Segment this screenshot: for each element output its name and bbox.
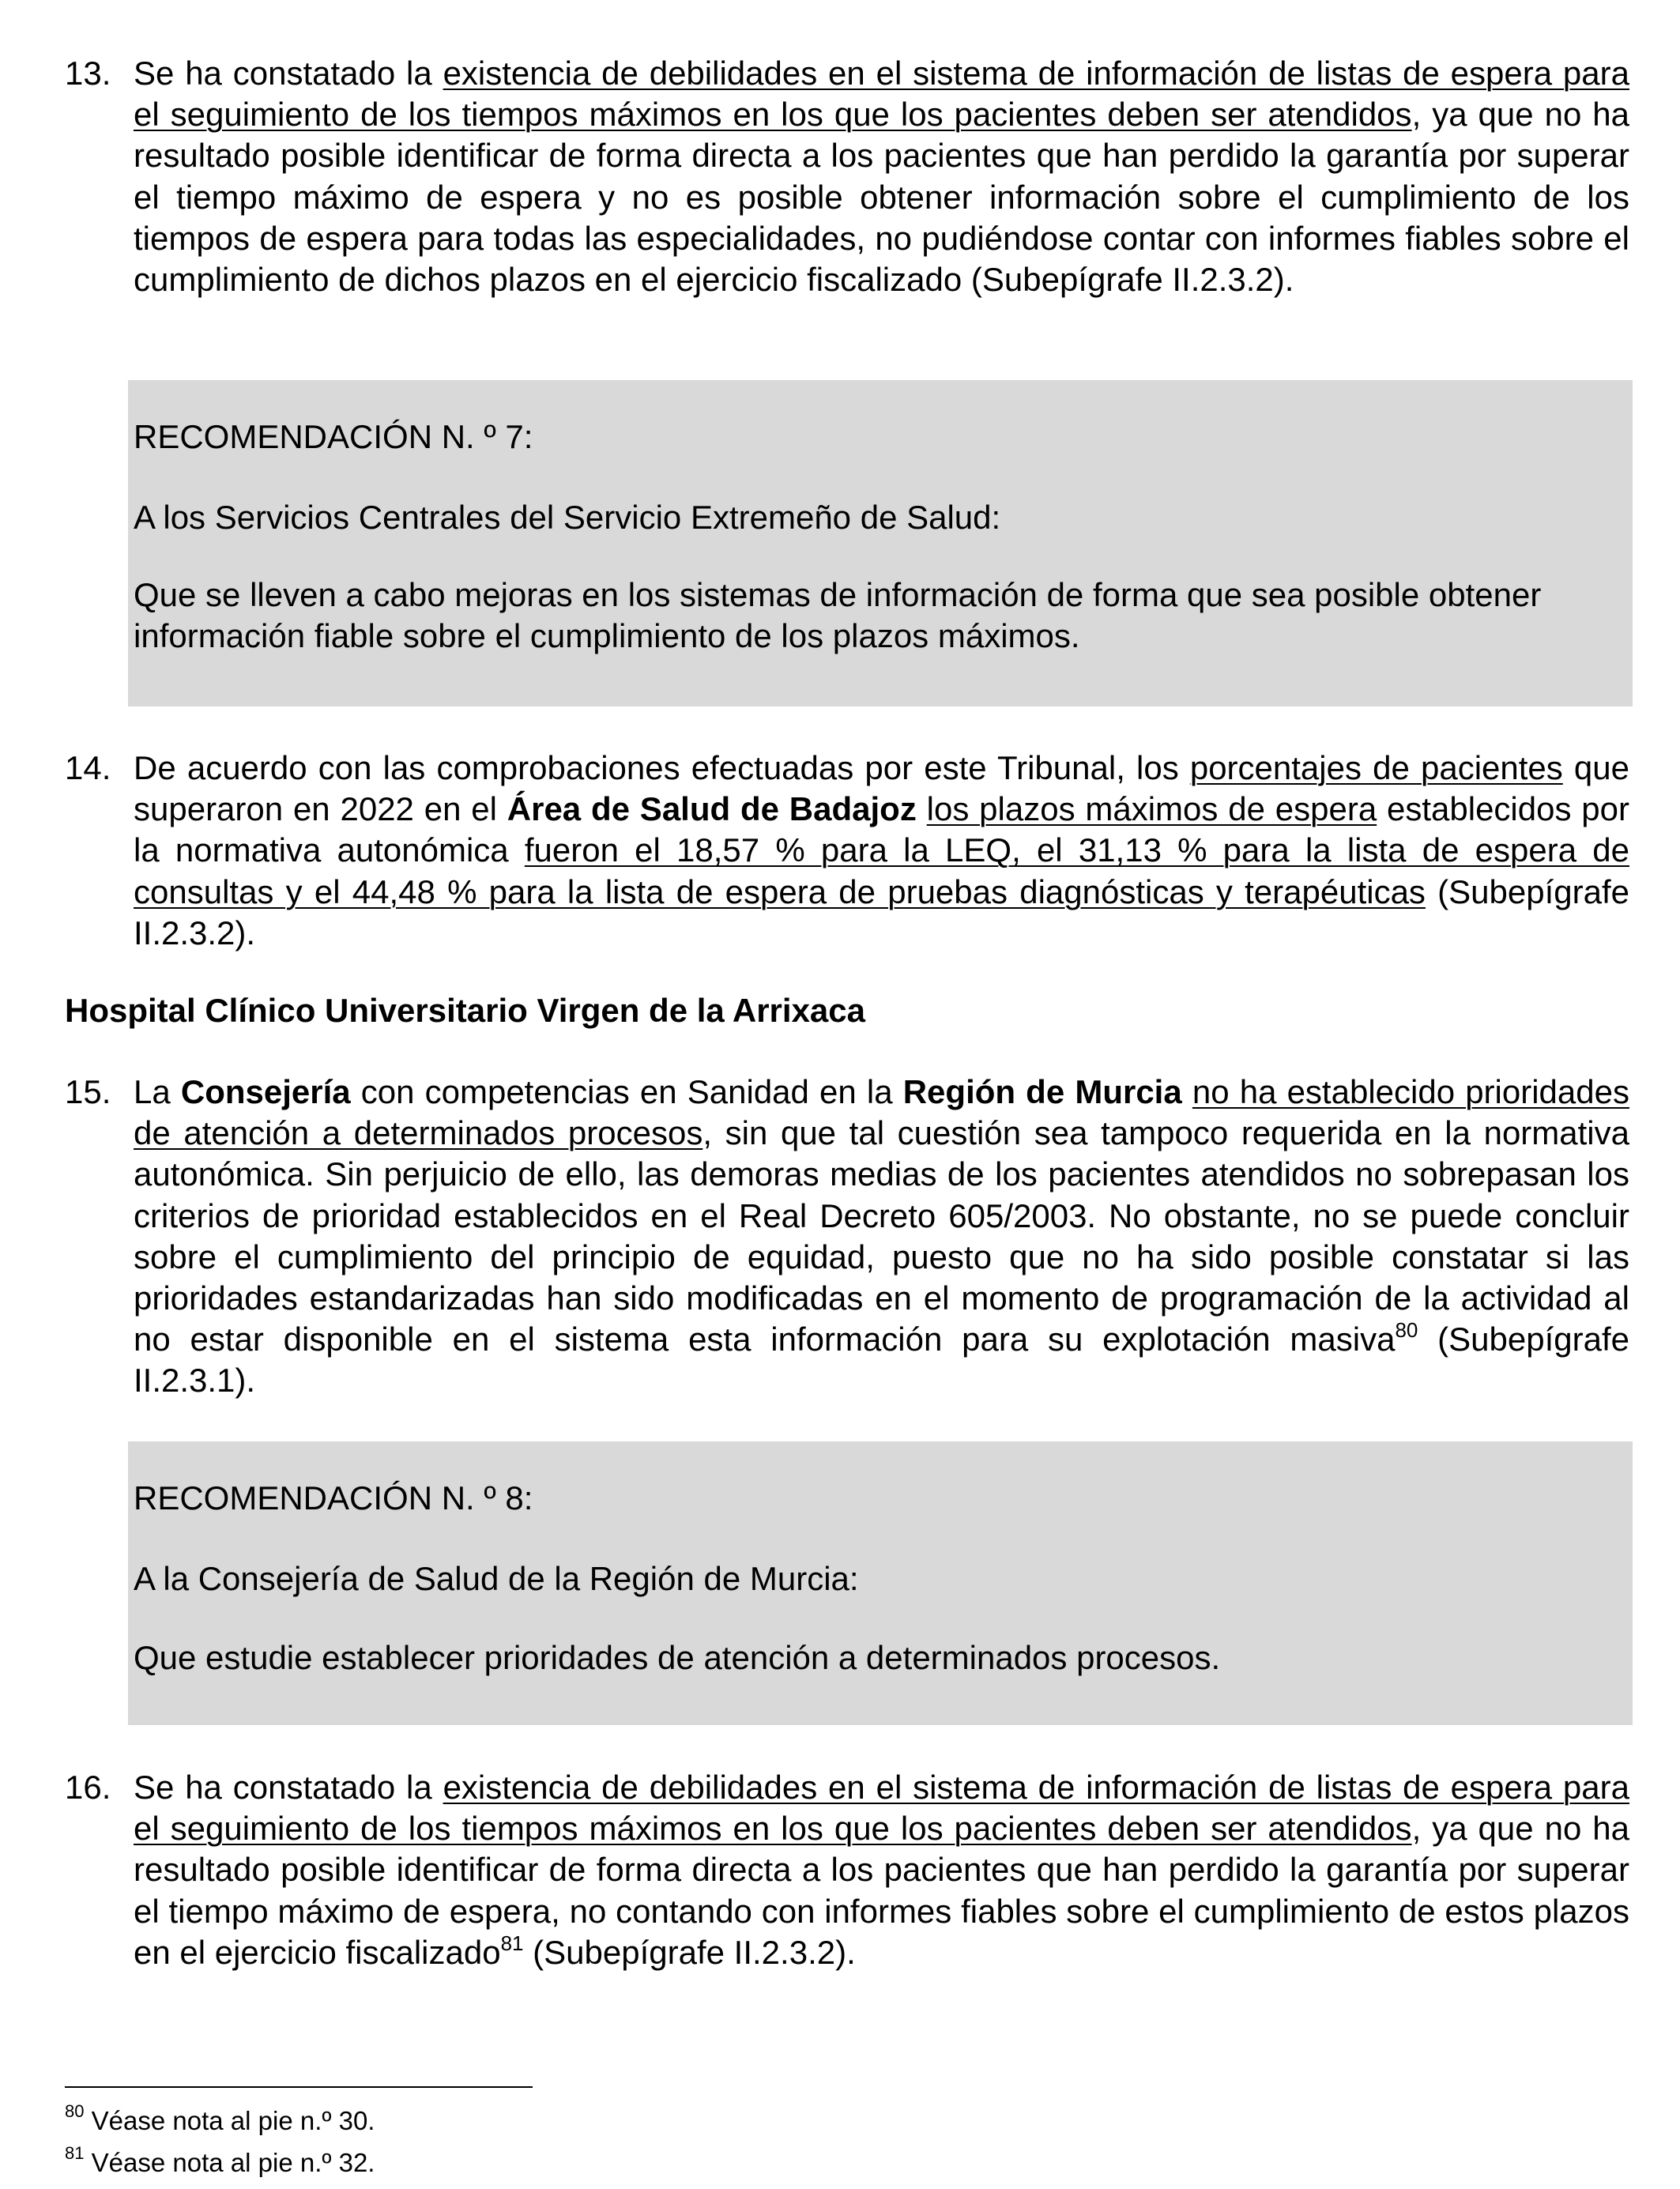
recommendation-box-7	[128, 380, 1633, 706]
recommendation-title: RECOMENDACIÓN N. º 8:	[134, 1479, 533, 1516]
finding-text: De acuerdo con las comprobaciones efectuadas por este Tribunal, los porcentajes de pacientes que superaron en 2022 en el Área de Salud de Badajoz los plazos máximos de espera establecidos por la normativa autonómica fueron el 18,57 % para la LEQ, el 31,13 % para la lista de espera de consultas y el 44,48 % para la lista de espera de pruebas diagnósticas y terapéuticas (Subepígrafe II.2.3.2).	[134, 749, 1630, 951]
recommendation-box-8	[128, 1441, 1633, 1725]
finding-14	[65, 748, 1629, 954]
footnote-separator	[65, 2086, 533, 2088]
recommendation-addressee: A los Servicios Centrales del Servicio Extremeño de Salud:	[134, 499, 1001, 536]
underlined-text: existencia de debilidades en el sistema de información de listas de espera para el seguimiento de los tiempos máximos en los que los pacientes deben ser atendidos	[134, 55, 1629, 134]
finding-number: 13.	[65, 55, 111, 92]
finding-number: 16.	[65, 1769, 111, 1806]
finding-text: Se ha constatado la existencia de debilidades en el sistema de información de listas de espera para el seguimiento de los tiempos máximos en los que los pacientes deben ser atendidos, ya que no ha resultado posible identificar de forma directa a los pacientes que han perdido la garantía por superar el tiempo máximo de espera, no contando con informes fiables sobre el cumplimiento de estos plazos en el ejercicio fiscalizado$^{81}$ (Subepígrafe II.2.3.2).	[134, 1769, 1629, 1971]
finding-16	[65, 1767, 1629, 1973]
finding-text: La Consejería con competencias en Sanidad en la Región de Murcia no ha establecido prioridades de atención a determinados procesos, sin que tal cuestión sea tampoco requerida en la normativa autonómica. Sin perjuicio de ello, las demoras medias de los pacientes atendidos no sobrepasan los criterios de prioridad establecidos en el Real Decreto 605/2003. No obstante, no se puede concluir sobre el cumplimiento del principio de equidad, puesto que no ha sido posible constatar si las prioridades estandarizadas han sido modificadas en el momento de programación de la actividad al no estar disponible en el sistema esta información para su explotación masiva$^{80}$ (Subepígrafe II.2.3.1).	[134, 1073, 1629, 1400]
recommendation-body: Que se lleven a cabo mejoras en los sistemas de información de forma que sea posible obtener información fiable sobre el cumplimiento de los plazos máximos.	[134, 576, 1542, 655]
underlined-text: existencia de debilidades en el sistema de información de listas de espera para el seguimiento de los tiempos máximos en los que los pacientes deben ser atendidos	[134, 1769, 1629, 1848]
recommendation-body: Que estudie establecer prioridades de atención a determinados procesos.	[134, 1639, 1221, 1676]
footnote-81: $^{81}$ Véase nota al pie n.º 32.	[65, 2143, 375, 2177]
footnote-ref-81[interactable]: 81	[500, 1931, 524, 1955]
finding-15	[65, 1072, 1629, 1402]
footnote-80: $^{80}$ Véase nota al pie n.º 30.	[65, 2101, 375, 2135]
finding-text: Se ha constatado la existencia de debilidades en el sistema de información de listas de espera para el seguimiento de los tiempos máximos en los que los pacientes deben ser atendidos, ya que no ha resultado posible identificar de forma directa a los pacientes que han perdido la garantía por superar el tiempo máximo de espera y no es posible obtener información sobre el cumplimiento de los tiempos de espera para todas las especialidades, no pudiéndose contar con informes fiables sobre el cumplimiento de dichos plazos en el ejercicio fiscalizado (Subepígrafe II.2.3.2).	[134, 55, 1629, 299]
section-heading: Hospital Clínico Universitario Virgen de la Arrixaca	[65, 992, 866, 1029]
recommendation-addressee: A la Consejería de Salud de la Región de Murcia:	[134, 1560, 859, 1597]
footnote-ref-80[interactable]: 80	[1395, 1318, 1418, 1343]
finding-number: 15.	[65, 1073, 111, 1110]
recommendation-title: RECOMENDACIÓN N. º 7:	[134, 418, 533, 455]
finding-13	[65, 53, 1629, 300]
finding-number: 14.	[65, 749, 111, 786]
